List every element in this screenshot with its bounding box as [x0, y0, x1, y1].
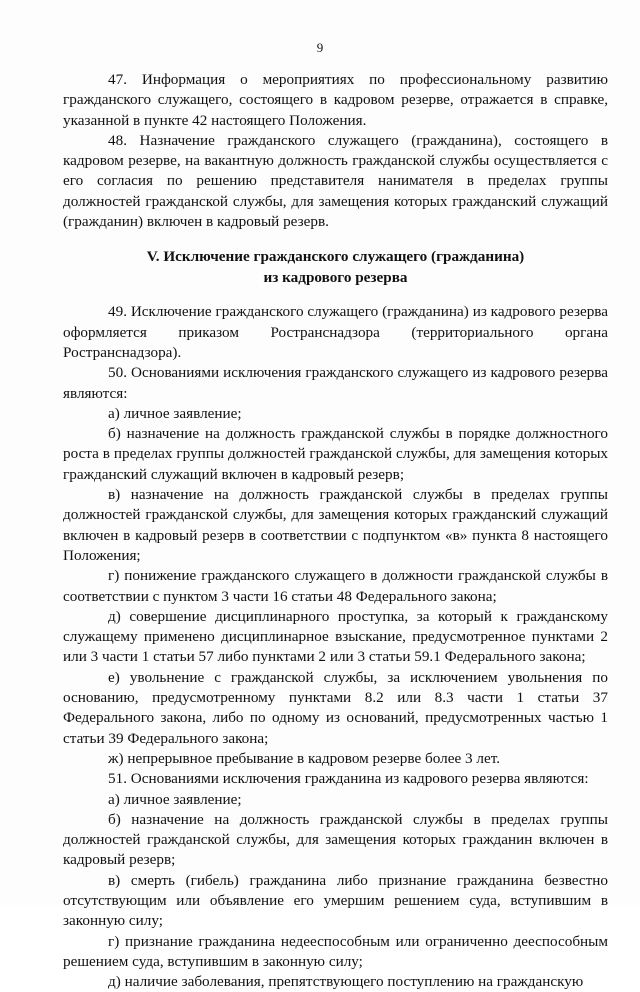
paragraph-50-b: б) назначение на должность гражданской службы в порядке должностного роста в пределах группы должностей гражданской службы, для замещения которых гражданский служащий включен в кадровый резерв;	[63, 425, 608, 483]
section-heading	[63, 246, 608, 288]
document-body	[63, 70, 608, 992]
paragraph-50-g: г) понижение гражданского служащего в должности гражданской службы в соответствии с пунктом 3 части 16 статьи 48 Федерального закона;	[63, 567, 608, 605]
paragraph-50-d: д) совершение дисциплинарного проступка, за который к гражданскому служащему применено дисциплинарное взыскание, предусмотренное пунктами 2 или 3 части 1 статьи 57 либо пунктами 2 или 3 статьи 59.1 Федерального закона;	[63, 607, 608, 666]
section-heading-line2: из кадрового резерва	[263, 269, 408, 287]
page-number: 9	[316, 40, 324, 55]
paragraph-50-e: е) увольнение с гражданской службы, за исключением увольнения по основанию, предусмотренному пунктами 8.2 или 8.3 части 1 статьи 37 Федерального закона, либо по одному из оснований, предусмотренных частью 1 статьи 39 Федерального закона;	[63, 668, 608, 747]
paragraph-50-v: в) назначение на должность гражданской службы в пределах группы должностей гражданской службы, для замещения которых гражданский служащий включен в кадровый резерв в соответствии с подпунктом «в» пункта 8 настоящего Положения;	[63, 486, 608, 564]
paragraph-48: 48. Назначение гражданского служащего (гражданина), состоящего в кадровом резерве, на вакантную должность гражданской службы осуществляется с его согласия по решению представителя нанимателя в пределах группы должностей гражданской службы, для замещения которых гражданский служащий (гражданин) включен в кадровый резерв.	[63, 131, 608, 231]
paragraph-51-g: г) признание гражданина недееспособным или ограниченно дееспособным решением суда, вступившим в законную силу;	[63, 932, 608, 970]
section-heading-line1: V. Исключение гражданского служащего (гражданина)	[146, 248, 525, 266]
paragraph-51: 51. Основаниями исключения гражданина из кадрового резерва являются:	[108, 770, 589, 788]
paragraph-51-a: а) личное заявление;	[108, 790, 242, 808]
paragraph-51-d: д) наличие заболевания, препятствующего поступлению на гражданскую	[108, 973, 584, 991]
paragraph-50-zh: ж) непрерывное пребывание в кадровом резерве более 3 лет.	[108, 749, 500, 767]
paragraph-47: 47. Информация о мероприятиях по профессиональному развитию гражданского служащего, состоящего в кадровом резерве, отражается в справке, указанной в пункте 42 настоящего Положения.	[63, 71, 608, 129]
paragraph-50-a: а) личное заявление;	[108, 404, 242, 422]
paragraph-50: 50. Основаниями исключения гражданского служащего из кадрового резерва являются:	[63, 364, 608, 402]
paragraph-51-b: б) назначение на должность гражданской службы в пределах группы должностей гражданской службы, для замещения которых гражданин включен в кадровый резерв;	[63, 810, 608, 869]
paragraph-51-v: в) смерть (гибель) гражданина либо признание гражданина безвестно отсутствующим или объявление его умершим решением суда, вступившим в законную силу;	[63, 871, 608, 930]
paragraph-49: 49. Исключение гражданского служащего (гражданина) из кадрового резерва оформляется приказом Ространснадзора (территориального органа Ространснадзора).	[63, 303, 608, 361]
